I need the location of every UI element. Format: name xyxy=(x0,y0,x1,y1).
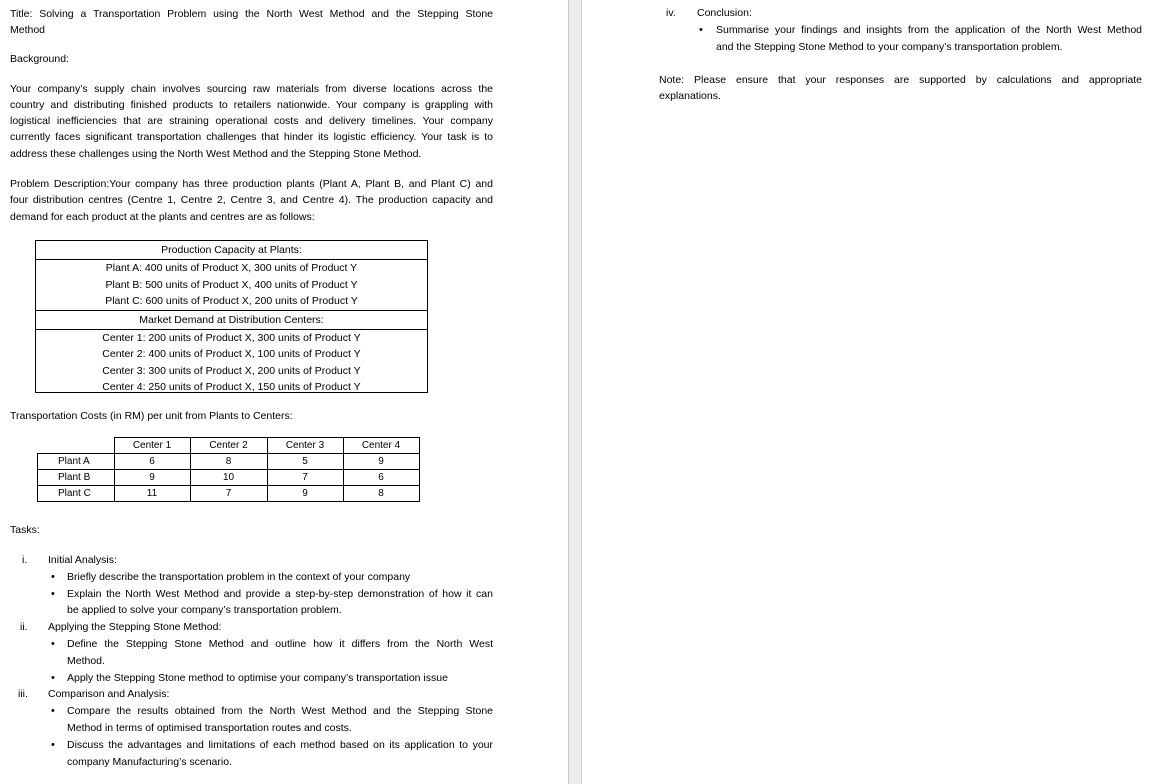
task-bullet-line: Compare the results obtained from the North West Method and the Stepping Stone xyxy=(67,705,493,717)
demand-row: Center 1: 200 units of Product X, 300 units of Product Y xyxy=(102,331,361,344)
cost-cell: 8 xyxy=(343,486,419,502)
table-row xyxy=(38,454,420,470)
conclusion-title: Conclusion: xyxy=(697,7,752,19)
cost-table-caption: Transportation Costs (in RM) per unit from Plants to Centers: xyxy=(10,410,293,422)
conclusion-bullet-line: and the Stepping Stone Method to your company’s transportation problem. xyxy=(716,41,1063,53)
plant-label: Plant C xyxy=(38,486,115,502)
page-gutter xyxy=(568,0,582,784)
background-line: address these challenges using the North West Method and the Stepping Stone Method. xyxy=(10,148,422,160)
table-row xyxy=(38,470,420,486)
title-line-2: Method xyxy=(10,24,46,36)
cost-cell: 7 xyxy=(190,486,267,502)
task-bullet-line: be applied to solve your company’s transportation problem. xyxy=(67,604,342,616)
cost-column-header: Center 3 xyxy=(267,438,343,454)
document-page-right xyxy=(582,0,1165,784)
task-bullet-line: Apply the Stepping Stone method to optimise your company’s transportation issue xyxy=(67,672,448,684)
task-title: Applying the Stepping Stone Method: xyxy=(48,621,222,633)
transportation-cost-table xyxy=(37,437,420,502)
task-bullet-line: Explain the North West Method and provide a step-by-step demonstration of how it can xyxy=(67,588,493,600)
note-line: Note: Please ensure that your responses are supported by calculations and appropriate xyxy=(659,74,1142,86)
cost-cell: 6 xyxy=(114,454,190,470)
cost-cell: 6 xyxy=(343,470,419,486)
bullet-icon: • xyxy=(51,672,55,684)
cost-cell: 7 xyxy=(267,470,343,486)
task-numeral: i. xyxy=(22,554,28,566)
bullet-icon: • xyxy=(699,24,703,36)
cost-cell: 9 xyxy=(267,486,343,502)
title-line-1: Title: Solving a Transportation Problem using the North West Method and the Stepping Stone xyxy=(10,8,493,20)
task-bullet-line: Method. xyxy=(67,655,105,667)
cost-column-header: Center 1 xyxy=(114,438,190,454)
plant-label: Plant A xyxy=(38,454,115,470)
cost-cell: 8 xyxy=(190,454,267,470)
production-capacity-heading: Production Capacity at Plants: xyxy=(36,241,427,260)
background-heading: Background: xyxy=(10,53,69,65)
market-demand-heading: Market Demand at Distribution Centers: xyxy=(36,310,427,330)
task-title: Initial Analysis: xyxy=(48,554,117,566)
cost-table-header-row xyxy=(38,438,420,454)
task-bullet-line: Define the Stepping Stone Method and outline how it differs from the North West xyxy=(67,638,493,650)
cost-cell: 11 xyxy=(114,486,190,502)
capacity-demand-table xyxy=(35,240,428,393)
task-numeral: ii. xyxy=(20,621,28,633)
background-line: Your company’s supply chain involves sourcing raw materials from diverse locations across the xyxy=(10,83,493,95)
task-bullet-line: company Manufacturing’s scenario. xyxy=(67,756,232,768)
cost-table-corner xyxy=(38,438,115,454)
demand-row: Center 3: 300 units of Product X, 200 units of Product Y xyxy=(102,364,361,377)
production-row: Plant A: 400 units of Product X, 300 units of Product Y xyxy=(105,262,358,274)
task-numeral: iii. xyxy=(18,688,28,700)
bullet-icon: • xyxy=(51,638,55,650)
background-line: country and distributing finished products to retailers nationwide. Your company is grappling with xyxy=(10,99,493,111)
note-line: explanations. xyxy=(659,90,721,102)
production-row: Plant B: 500 units of Product X, 400 units of Product Y xyxy=(105,278,358,291)
cost-cell: 10 xyxy=(190,470,267,486)
bullet-icon: • xyxy=(51,588,55,600)
tasks-heading: Tasks: xyxy=(10,524,40,536)
plant-label: Plant B xyxy=(38,470,115,486)
cost-column-header: Center 2 xyxy=(190,438,267,454)
demand-row: Center 2: 400 units of Product X, 100 units of Product Y xyxy=(102,348,361,360)
problem-line: four distribution centres (Centre 1, Centre 2, Centre 3, and Centre 4). The production capacity and xyxy=(10,194,493,206)
cost-column-header: Center 4 xyxy=(343,438,419,454)
problem-line: demand for each product at the plants and centres are as follows: xyxy=(10,211,315,223)
bullet-icon: • xyxy=(51,739,55,751)
cost-cell: 5 xyxy=(267,454,343,470)
bullet-icon: • xyxy=(51,705,55,717)
cost-cell: 9 xyxy=(114,470,190,486)
task-bullet-line: Briefly describe the transportation problem in the context of your company xyxy=(67,571,411,583)
cost-cell: 9 xyxy=(343,454,419,470)
bullet-icon: • xyxy=(51,571,55,583)
production-row: Plant C: 600 units of Product X, 200 units of Product Y xyxy=(105,295,358,307)
background-line: logistical inefficiencies that are straining operational costs and delivery timelines. Your company xyxy=(10,115,493,127)
demand-row: Center 4: 250 units of Product X, 150 units of Product Y xyxy=(102,381,361,393)
background-line: currently faces significant transportation challenges that hinder its logistic efficiency. Your task is to xyxy=(10,131,493,143)
task-title: Comparison and Analysis: xyxy=(48,688,170,700)
conclusion-bullet-line: Summarise your findings and insights from the application of the North West Method xyxy=(716,24,1142,36)
table-row xyxy=(38,486,420,502)
document-page-left xyxy=(0,0,568,784)
task-bullet-line: Method in terms of optimised transportation routes and costs. xyxy=(67,722,352,734)
conclusion-numeral: iv. xyxy=(666,7,676,19)
problem-line: Problem Description:Your company has three production plants (Plant A, Plant B, and Plant C) and xyxy=(10,178,493,190)
task-bullet-line: Discuss the advantages and limitations of each method based on its application to your xyxy=(67,739,493,751)
